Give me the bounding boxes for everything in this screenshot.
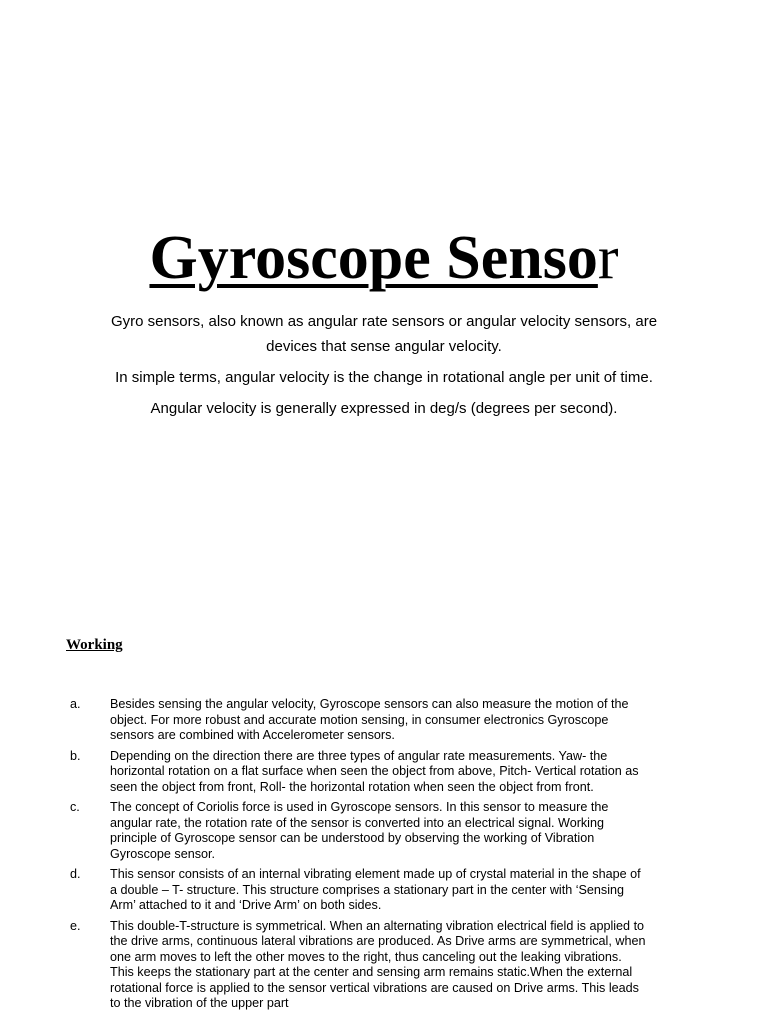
- intro-paragraph: Gyro sensors, also known as angular rate sensors or angular velocity sensors, are devices that sense angular velocity.: [110, 313, 658, 355]
- intro-paragraph: In simple terms, angular velocity is the change in rotational angle per unit of time.: [115, 369, 653, 386]
- list-marker: b.: [70, 748, 81, 763]
- list-marker: a.: [70, 697, 81, 711]
- list-item: [66, 800, 646, 862]
- list-item: [66, 697, 646, 744]
- list-item: [66, 749, 646, 796]
- list-item-text: Besides sensing the angular velocity, Gyroscope sensors can also measure the motion of the object. For more robust and accurate motion sensing, in consumer electronics Gyroscope sensors are combined with Accelerometer sensors.: [110, 697, 629, 742]
- list-item: [66, 919, 646, 1012]
- document-title: [0, 222, 768, 294]
- section-heading-working: Working: [66, 637, 123, 653]
- list-item: [66, 867, 646, 914]
- list-item-text: This sensor consists of an internal vibrating element made up of crystal material in the shape of a double – T- structure. This structure comprises a stationary part in the center with ‘Sensing Arm’ attached to it and ‘Drive Arm’ on both sides.: [110, 867, 641, 912]
- list-marker: d.: [70, 867, 81, 881]
- list-marker: c.: [70, 800, 80, 814]
- list-item-text: Depending on the direction there are three types of angular rate measurements. Yaw- the horizontal rotation on a flat surface when seen the object from above, Pitch- Vertical rotation as seen the object from front, Roll- the horizontal rotation when seen the object from front.: [110, 748, 639, 794]
- list-marker: e.: [70, 918, 81, 933]
- document-title-tail: r: [597, 224, 619, 292]
- working-list: [66, 697, 646, 1017]
- intro-section: [100, 309, 668, 427]
- document-title-underlined: Gyroscope Senso: [149, 224, 598, 292]
- intro-paragraph: Angular velocity is generally expressed in deg/s (degrees per second).: [150, 400, 618, 417]
- list-item-text: The concept of Coriolis force is used in Gyroscope sensors. In this sensor to measure the angular rate, the rotation rate of the sensor is converted into an electrical signal. Working principle of Gyroscope sensor can be understood by observing the working of Vibration Gyroscope sensor.: [110, 800, 609, 861]
- list-item-text: This double-T-structure is symmetrical. When an alternating vibration electrical field is applied to the drive arms, continuous lateral vibrations are produced. As Drive arms are symmetrical, when one arm moves to left the other moves to the right, thus canceling out the leaking vibrations. This keeps the stationary part at the center and sensing arm remains static.When the external rotational force is applied to the sensor vertical vibrations are caused on Drive arms. This leads to the vibration of the upper part: [110, 918, 646, 1010]
